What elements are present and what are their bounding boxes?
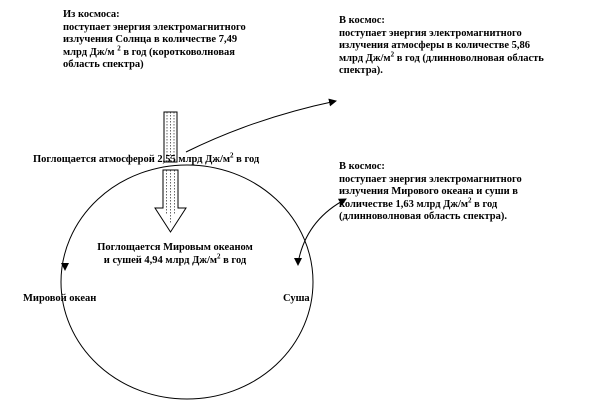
- from-space-block: [63, 9, 295, 72]
- to-space-atmosphere-sup: 2: [390, 50, 395, 58]
- to-space-surface-line4: (длинноволновая область спектра).: [339, 211, 507, 222]
- from-space-sup: 2: [117, 44, 121, 52]
- to-space-surface-heading: В космос:: [339, 161, 385, 172]
- atmosphere-absorbs-text: Поглощается атмосферой 2,55 млрд Дж/м: [33, 154, 231, 165]
- atmosphere-absorbs-unit: в год: [233, 154, 260, 165]
- to-space-atmosphere-line4: спектра).: [339, 65, 383, 76]
- to-space-surface-line3a: количестве 1,63 млрд Дж/м: [339, 198, 469, 210]
- to-space-surface-sup: 2: [468, 196, 472, 204]
- land-arrowhead: [294, 258, 302, 266]
- surface-absorbs-line2b: в год: [220, 254, 247, 266]
- surface-input-arrow: [155, 170, 186, 232]
- to-space-surface-block: [339, 161, 584, 224]
- to-space-atmosphere-line3a: млрд Дж/м: [339, 52, 391, 64]
- to-space-atmosphere-line1: поступает энергия электромагнитного: [339, 27, 522, 39]
- to-space-atmosphere-heading: В космос:: [339, 15, 385, 26]
- to-space-atmosphere-block: [339, 15, 565, 78]
- to-space-atmosphere-line3b: в год (длинноволновая область: [394, 52, 544, 64]
- atmosphere-absorbs-sup: 2: [230, 151, 234, 160]
- atmosphere-to-space-arrow: [186, 101, 336, 152]
- to-space-surface-line3b: в год: [471, 198, 498, 210]
- to-space-surface-line1: поступает энергия электромагнитного: [339, 173, 522, 185]
- from-space-heading: Из космоса:: [63, 9, 120, 20]
- from-space-line3b: в год (коротковолновая: [120, 46, 235, 58]
- from-space-line2: излучения Солнца в количестве 7,49: [63, 34, 238, 45]
- surface-absorbs-line1: Поглощается Мировым океаном: [97, 242, 253, 253]
- surface-absorbs-label: [80, 242, 270, 267]
- to-space-atmosphere-line2: излучения атмосферы в количестве 5,86: [339, 40, 531, 51]
- from-space-line1: поступает энергия электромагнитного: [63, 21, 246, 33]
- to-space-surface-line2: излучения Мирового океана и суши в: [339, 186, 518, 197]
- cycle-circle: [61, 165, 313, 399]
- ocean-label: Мировой океан: [23, 293, 97, 304]
- from-space-line3a: млрд Дж/м: [63, 46, 118, 58]
- atmosphere-absorbs-label: [33, 151, 260, 167]
- surface-absorbs-line2a: и сушей 4,94 млрд Дж/м: [103, 254, 218, 266]
- surface-absorbs-sup: 2: [217, 252, 221, 260]
- from-space-line4: область спектра): [63, 59, 144, 70]
- land-label: Суша: [283, 293, 310, 304]
